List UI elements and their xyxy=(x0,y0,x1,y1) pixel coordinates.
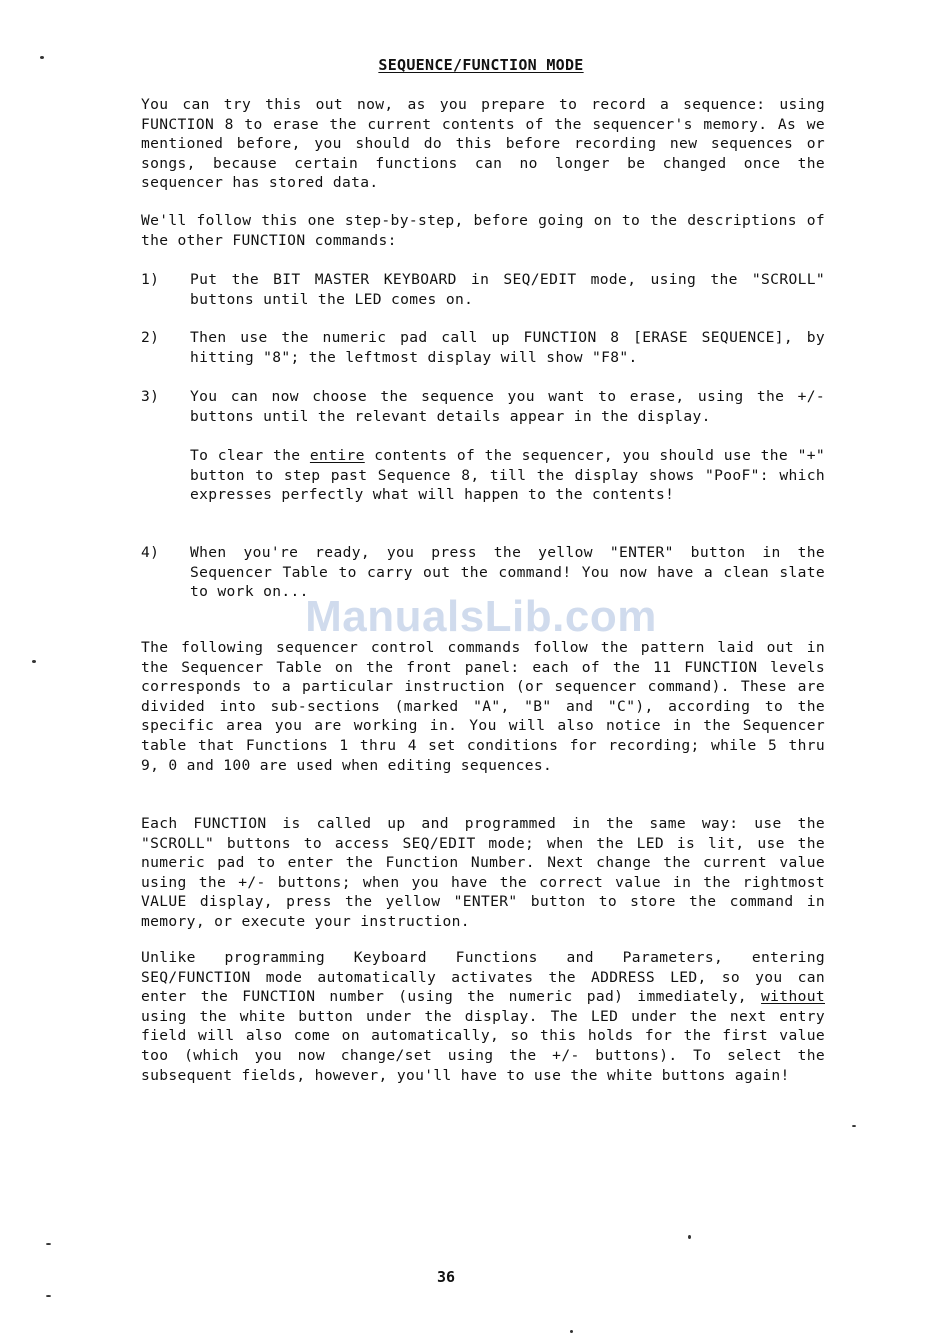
watermark: ManualsLib.com xyxy=(305,592,657,641)
scan-speck xyxy=(570,1330,573,1333)
each-function-paragraph: Each FUNCTION is called up and programmed in the same way: use the "SCROLL" buttons to access SEQ/EDIT mode; when the LED is lit, use the numeric pad to enter the Function Number. Next change the current value using the +/- buttons; when you have the correct value in the rightmost VALUE display, press the yellow "ENTER" button to store the command in memory, or execute your instruction. xyxy=(141,815,825,930)
unlike-paragraph xyxy=(141,948,825,1085)
step-text: Put the BIT MASTER KEYBOARD in SEQ/EDIT mode, using the "SCROLL" buttons until the LED comes on. xyxy=(190,271,825,308)
clear-note-emphasis: entire xyxy=(309,447,365,464)
scan-speck xyxy=(32,660,36,663)
scan-speck xyxy=(40,56,44,59)
step-intro-paragraph: We'll follow this one step-by-step, before going on to the descriptions of the other FUNCTION commands: xyxy=(141,212,825,249)
page-title: SEQUENCE/FUNCTION MODE xyxy=(378,56,584,74)
step-number: 1) xyxy=(141,271,160,288)
page-number: 36 xyxy=(436,1268,456,1286)
scan-speck xyxy=(852,1125,856,1127)
scan-speck xyxy=(46,1243,51,1245)
intro-paragraph: You can try this out now, as you prepare to record a sequence: using FUNCTION 8 to erase the current contents of the sequencer's memory. As we mentioned before, you should do this before recording new sequences or songs, because certain functions can no longer be changed once the sequencer has stored data. xyxy=(141,96,825,192)
unlike-before: Unlike programming Keyboard Functions and Parameters, entering SEQ/FUNCTION mode automatically activates the ADDRESS LED, so you can enter the FUNCTION number (using the numeric pad) immediately, xyxy=(141,949,825,1006)
clear-note-after: contents of the sequencer, you should use the "+" button to step past Sequence 8, till the display shows "PooF": which expresses perfectly what will happen to the contents! xyxy=(190,447,825,504)
step-text: When you're ready, you press the yellow "ENTER" button in the Sequencer Table to carry out the command! You now have a clean slate to work on... xyxy=(190,544,825,601)
following-commands-paragraph: The following sequencer control commands follow the pattern laid out in the Sequencer Table on the front panel: each of the 11 FUNCTION levels corresponds to a particular instruction (or sequencer command). These are divided into sub-sections (marked "A", "B" and "C"), according to the specific area you are working in. You will also notice in the Sequencer table that Functions 1 thru 4 set conditions for recording; while 5 thru 9, 0 and 100 are used when editing sequences. xyxy=(141,639,825,774)
step-1 xyxy=(141,270,825,309)
step-text: Then use the numeric pad call up FUNCTION 8 [ERASE SEQUENCE], by hitting "8"; the leftmost display will show "F8". xyxy=(190,329,825,366)
step-number: 3) xyxy=(141,388,160,405)
clear-note-paragraph xyxy=(190,446,825,505)
clear-note-before: To clear the xyxy=(190,447,310,464)
unlike-emphasis: without xyxy=(761,988,825,1006)
scan-speck xyxy=(688,1235,691,1239)
scan-speck xyxy=(46,1295,51,1297)
unlike-after: using the white button under the display. The LED under the next entry field will also come on automatically, so this holds for the first value too (which you now change/set using the +/- buttons). To select the subsequent fields, however, you'll have to use the white buttons again! xyxy=(141,1007,825,1084)
step-2 xyxy=(141,328,825,367)
step-text: You can now choose the sequence you want to erase, using the +/- buttons until the relevant details appear in the display. xyxy=(190,388,825,425)
step-number: 4) xyxy=(141,544,160,561)
step-3 xyxy=(141,387,825,426)
step-number: 2) xyxy=(141,329,160,346)
